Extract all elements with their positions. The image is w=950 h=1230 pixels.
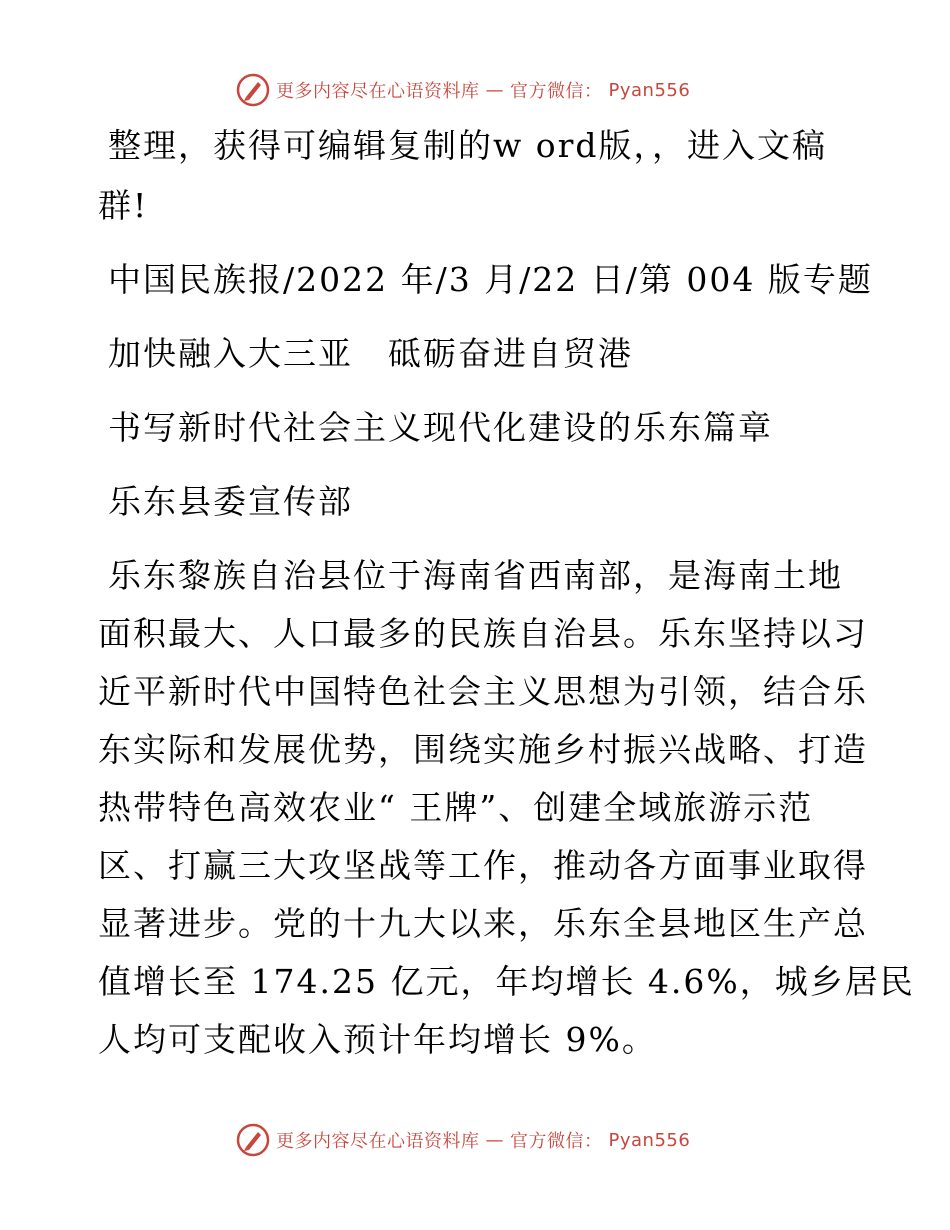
watermark-separator: — bbox=[485, 79, 504, 101]
body-line: 值增长至 174.25 亿元，年均增长 4.6%，城乡居民 bbox=[98, 962, 915, 1001]
header-watermark bbox=[236, 72, 706, 108]
body-line: 显著进步。党的十九大以来，乐东全县地区生产总 bbox=[98, 904, 868, 943]
watermark-separator: — bbox=[485, 1129, 504, 1151]
watermark-text: 更多内容尽在心语资料库 bbox=[276, 1131, 480, 1152]
intro-line: 整理，获得可编辑复制的w ord版，，进入文稿 bbox=[108, 126, 828, 165]
body-line: 乐东黎族自治县位于海南省西南部，是海南土地 bbox=[108, 556, 843, 595]
pen-nib-logo-icon bbox=[236, 73, 270, 107]
watermark-account: Pyan556 bbox=[608, 1129, 691, 1151]
watermark-text: 更多内容尽在心语资料库 bbox=[276, 81, 480, 102]
headline: 加快融入大三亚 砥砺奋进自贸港 bbox=[108, 334, 633, 373]
watermark-wechat-label: 官方微信： bbox=[510, 81, 603, 102]
intro-line-continued: 群! bbox=[98, 186, 149, 225]
author: 乐东县委宣传部 bbox=[108, 482, 353, 521]
watermark-wechat-label: 官方微信： bbox=[510, 1131, 603, 1152]
watermark-account: Pyan556 bbox=[608, 79, 691, 101]
subheadline: 书写新时代社会主义现代化建设的乐东篇章 bbox=[108, 408, 773, 447]
body-line: 近平新时代中国特色社会主义思想为引领，结合乐 bbox=[98, 672, 868, 711]
source-line: 中国民族报/2022 年/3 月/22 日/第 004 版专题 bbox=[108, 260, 873, 299]
body-line: 东实际和发展优势，围绕实施乡村振兴战略、打造 bbox=[98, 730, 868, 769]
body-line: 面积最大、人口最多的民族自治县。乐东坚持以习 bbox=[98, 614, 868, 653]
body-line: 热带特色高效农业“ 王牌”、创建全域旅游示范 bbox=[98, 788, 814, 827]
pen-nib-logo-icon bbox=[236, 1123, 270, 1157]
body-line: 人均可支配收入预计年均增长 9%。 bbox=[98, 1020, 657, 1059]
body-line: 区、打赢三大攻坚战等工作，推动各方面事业取得 bbox=[98, 846, 868, 885]
footer-watermark bbox=[236, 1122, 706, 1158]
